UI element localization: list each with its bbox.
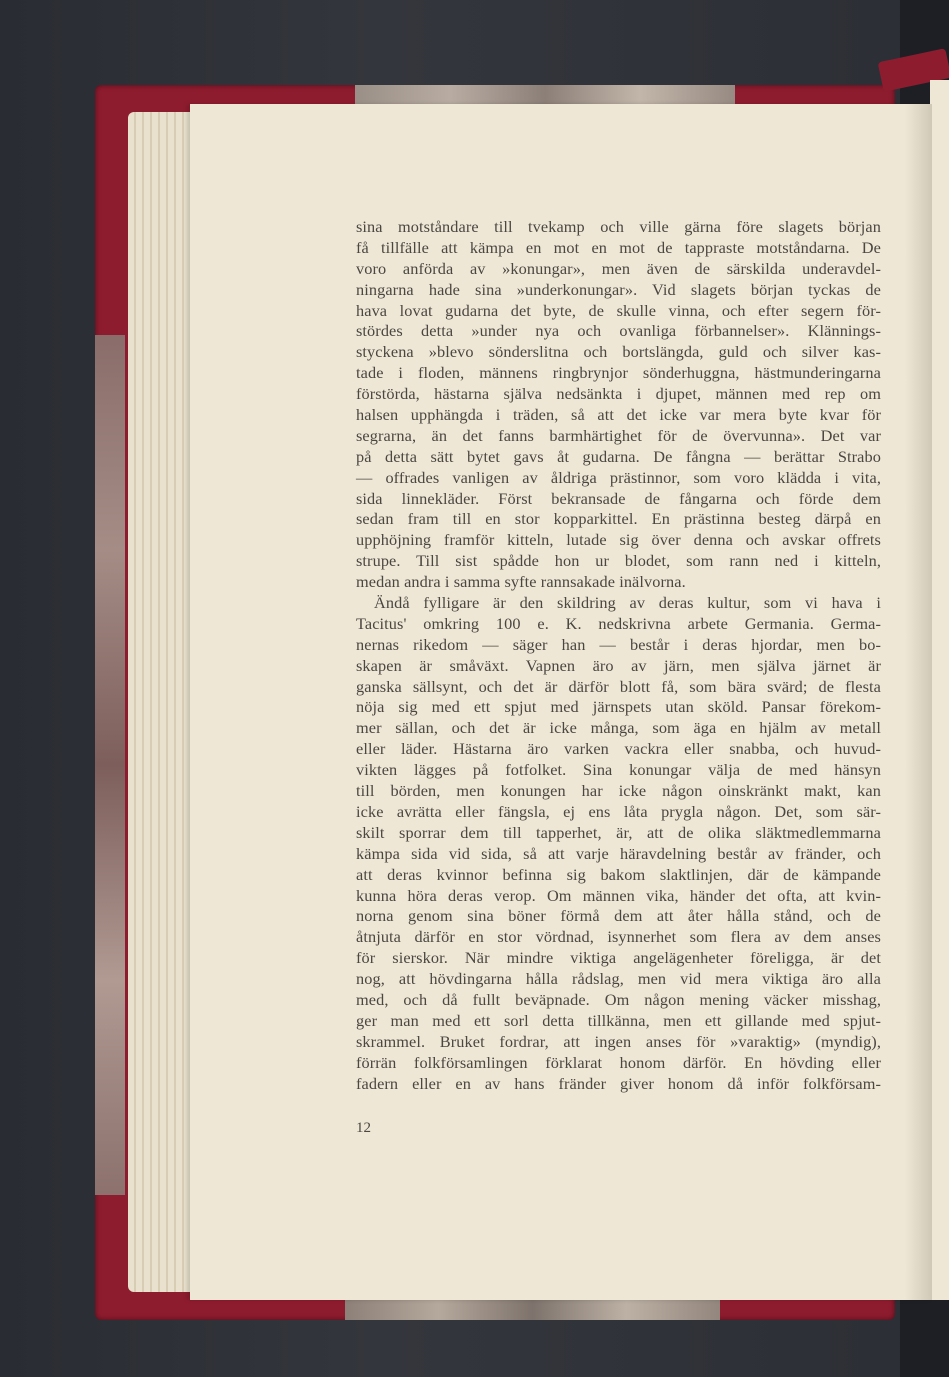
text-line: — offrades vanligen av åldriga prästinnor, som voro klädda i vita, [356, 467, 881, 487]
text-line: tade i floden, männens ringbrynjor sönderhuggna, hästmunderingarna [356, 363, 881, 383]
text-line: ganska sällsynt, och det är därför blott få, som bära svärd; de flesta [356, 676, 881, 696]
text-line: norna genom sina böner förmå dem att åter hålla stånd, och de [356, 906, 881, 926]
text-line: segrarna, än det fanns barmhärtighet för de övervunna». Det var [356, 425, 881, 445]
text-line: medan andra i samma syfte rannsakade inälvorna. [356, 572, 686, 592]
text-line: styckena »blevo sönderslitna och bortslängda, guld och silver kas- [356, 342, 881, 362]
text-line: få tillfälle att kämpa en mot en mot de tappraste motståndarna. De [356, 237, 881, 257]
text-line: nöja sig med ett spjut med järnspets utan sköld. Pansar förekom- [356, 697, 881, 717]
text-line: nog, att hövdingarna hålla rådslag, men vid mera viktiga äro alla [356, 969, 881, 989]
text-line: till börden, men konungen har icke någon oinskränkt makt, kan [356, 781, 881, 801]
text-line: hava lovat gudarna det byte, de skulle vinna, och efter segern för- [356, 300, 881, 320]
text-line: för sierskor. När mindre viktiga angelägenheter föreligga, är det [356, 948, 881, 968]
text-line: kämpa sida vid sida, så att varje häravdelning består av fränder, och [356, 843, 881, 863]
page-stack [128, 112, 198, 1292]
text-line: strupe. Till sist spådde hon ur blodet, som rann ned i kitteln, [356, 551, 881, 571]
text-line: vikten lägges på fotfolket. Sina konungar välja de med hänsyn [356, 760, 881, 780]
text-line: med, och då fullt beväpnade. Om någon mening väcker misshag, [356, 989, 881, 1009]
text-line: kunna höra deras verop. Om männen vika, händer det ofta, att kvin- [356, 885, 881, 905]
page-edge-right [930, 80, 949, 1300]
text-line: förrän folkförsamlingen förklarat honom därför. En hövding eller [356, 1052, 881, 1072]
marbled-edge-bottom [345, 1300, 720, 1320]
text-line: Ändå fylligare är den skildring av deras kultur, som vi hava i [374, 593, 881, 613]
text-line: ningarna hade sina »underkonungar». Vid slagets början tyckas de [356, 279, 881, 299]
marbled-edge-top [355, 85, 735, 105]
text-line: halsen upphängda i träden, så att det icke var mera byte kvar för [356, 405, 881, 425]
gutter-shadow [905, 104, 932, 1300]
body-text [356, 217, 881, 1094]
marbled-edge-left [95, 335, 125, 1195]
text-line: på detta sätt bytet gavs åt gudarna. De fångna — berättar Strabo [356, 446, 881, 466]
text-line: voro anförda av »konungar», men även de särskilda underavdel- [356, 258, 881, 278]
text-line: åtnjuta därför en stor vördnad, isynnerhet som flera av dem anses [356, 927, 881, 947]
text-line: stördes detta »under nya och ovanliga förbannelser». Klännings- [356, 321, 881, 341]
text-line: mer sällan, och det är icke många, som äga en hjälm av metall [356, 718, 881, 738]
text-line: fadern eller en av hans fränder giver honom då inför folkförsam- [356, 1073, 881, 1093]
text-line: sedan fram till en stor kopparkittel. En prästinna besteg därpå en [356, 509, 881, 529]
text-line: skilt sporrar dem till tapperhet, är, att de olika släktmedlemmarna [356, 822, 881, 842]
text-line: sina motståndare till tvekamp och ville gärna före slagets början [356, 217, 881, 236]
text-line: förstörda, hästarna själva nedsänkta i djupet, männen med rep om [356, 384, 881, 404]
text-line: sida linnekläder. Först bekransade de fångarna och förde dem [356, 488, 881, 508]
text-line: icke avrätta eller fängsla, ej ens låta prygla någon. Det, som sär- [356, 801, 881, 821]
text-line: nernas rikedom — säger han — består i deras hjordar, men bo- [356, 634, 881, 654]
text-line: att deras kvinnor befinna sig bakom slaktlinjen, där de kämpande [356, 864, 881, 884]
text-line: skrammel. Bruket fordrar, att ingen anses för »varaktig» (myndig), [356, 1031, 881, 1051]
text-line: Tacitus' omkring 100 e. K. nedskrivna arbete Germania. Germa- [356, 613, 881, 633]
text-line: ger man med ett sorl detta tillkänna, men ett gillande med spjut- [356, 1010, 881, 1030]
text-line: upphöjning framför kitteln, lutade sig över denna och avskar offrets [356, 530, 881, 550]
text-line: skapen är småväxt. Vapnen äro av järn, men själva järnet är [356, 655, 881, 675]
text-line: eller läder. Hästarna äro varken vackra eller snabba, och huvud- [356, 739, 881, 759]
page-number: 12 [356, 1120, 371, 1136]
